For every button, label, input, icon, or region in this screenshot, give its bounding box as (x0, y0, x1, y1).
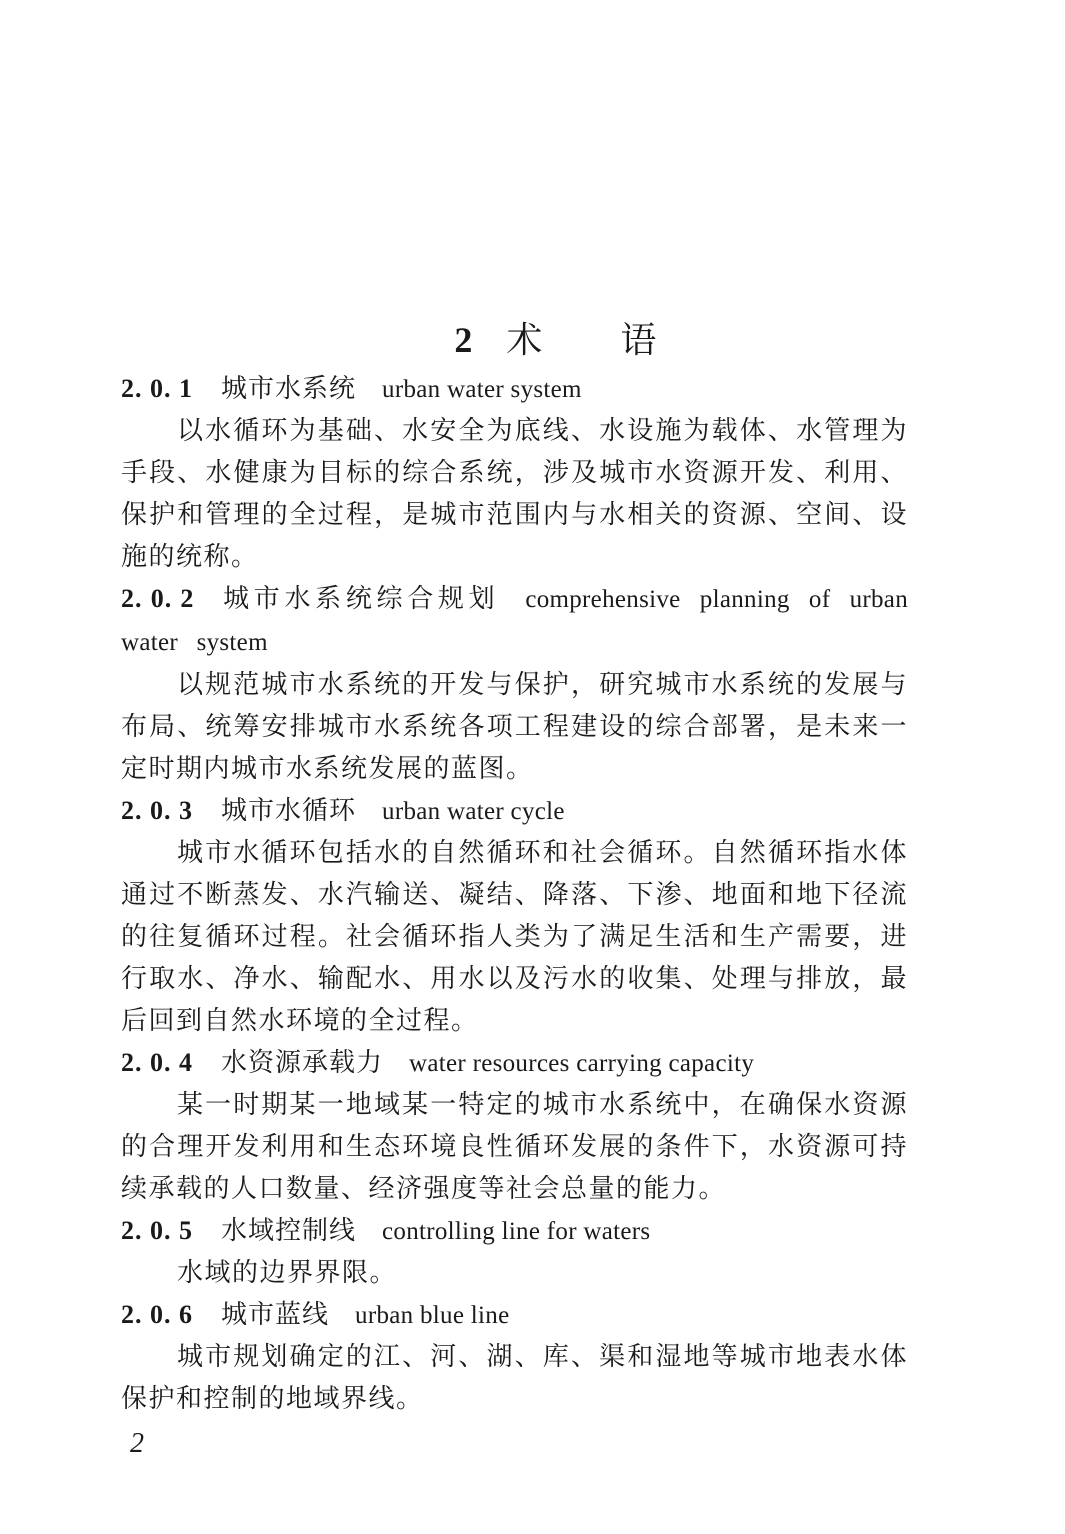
term-heading (121, 578, 908, 664)
term-entry (121, 368, 908, 578)
term-entry (121, 1210, 908, 1294)
term-definition: 水域的边界界限。 (177, 1258, 398, 1288)
term-name-en: urban blue line (355, 1302, 510, 1329)
page-number: 2 (130, 1428, 144, 1459)
term-definition: 某一时期某一地域某一特定的城市水系统中，在确保水资源的合理开发利用和生态环境良性循环发展的条件下，水资源可持续承载的人口数量、经济强度等社会总量的能力。 (121, 1090, 908, 1204)
term-heading (121, 790, 908, 832)
term-name-cn: 城市水系统 (221, 374, 357, 404)
term-number: 2. 0. 1 (121, 374, 193, 403)
term-name-en: urban water cycle (382, 798, 565, 825)
term-name-cn: 城市蓝线 (221, 1300, 330, 1330)
term-definition: 城市规划确定的江、河、湖、库、渠和湿地等城市地表水体保护和控制的地域界线。 (121, 1342, 908, 1414)
term-heading (121, 1294, 908, 1336)
terms-list (121, 368, 908, 1420)
term-heading (121, 1210, 908, 1252)
term-name-cn: 水资源承载力 (221, 1048, 384, 1078)
term-name-en: comprehensive planning of urban water system (121, 586, 908, 656)
term-definition: 城市水循环包括水的自然循环和社会循环。自然循环指水体通过不断蒸发、水汽输送、凝结、降落、下渗、地面和地下径流的往复循环过程。社会循环指人类为了满足生活和生产需要，进行取水、净水、输配水、用水以及污水的收集、处理与排放，最后回到自然水环境的全过程。 (121, 838, 908, 1036)
term-heading (121, 1042, 908, 1084)
term-number: 2. 0. 4 (121, 1048, 193, 1077)
chapter-title-char-1: 术 (506, 320, 543, 361)
term-number: 2. 0. 6 (121, 1300, 193, 1329)
term-name-en: urban water system (382, 376, 582, 403)
term-number: 2. 0. 2 (121, 584, 195, 613)
chapter-number: 2 (454, 320, 473, 360)
term-name-en: controlling line for waters (382, 1218, 651, 1245)
term-definition: 以规范城市水系统的开发与保护，研究城市水系统的发展与布局、统筹安排城市水系统各项工程建设的综合部署，是未来一定时期内城市水系统发展的蓝图。 (121, 670, 908, 784)
term-heading (121, 368, 908, 410)
term-number: 2. 0. 5 (121, 1216, 193, 1245)
term-name-cn: 城市水循环 (221, 796, 357, 826)
term-entry (121, 1042, 908, 1210)
term-name-en: water resources carrying capacity (409, 1050, 755, 1077)
term-entry (121, 790, 908, 1042)
term-name-cn: 水域控制线 (221, 1216, 357, 1246)
term-name-cn: 城市水系统综合规划 (222, 584, 500, 614)
term-number: 2. 0. 3 (121, 796, 193, 825)
term-entry (121, 1294, 908, 1420)
term-entry (121, 578, 908, 790)
chapter-title-char-2: 语 (620, 320, 657, 361)
term-definition: 以水循环为基础、水安全为底线、水设施为载体、水管理为手段、水健康为目标的综合系统，涉及城市水资源开发、利用、保护和管理的全过程，是城市范围内与水相关的资源、空间、设施的统称。 (121, 416, 908, 572)
